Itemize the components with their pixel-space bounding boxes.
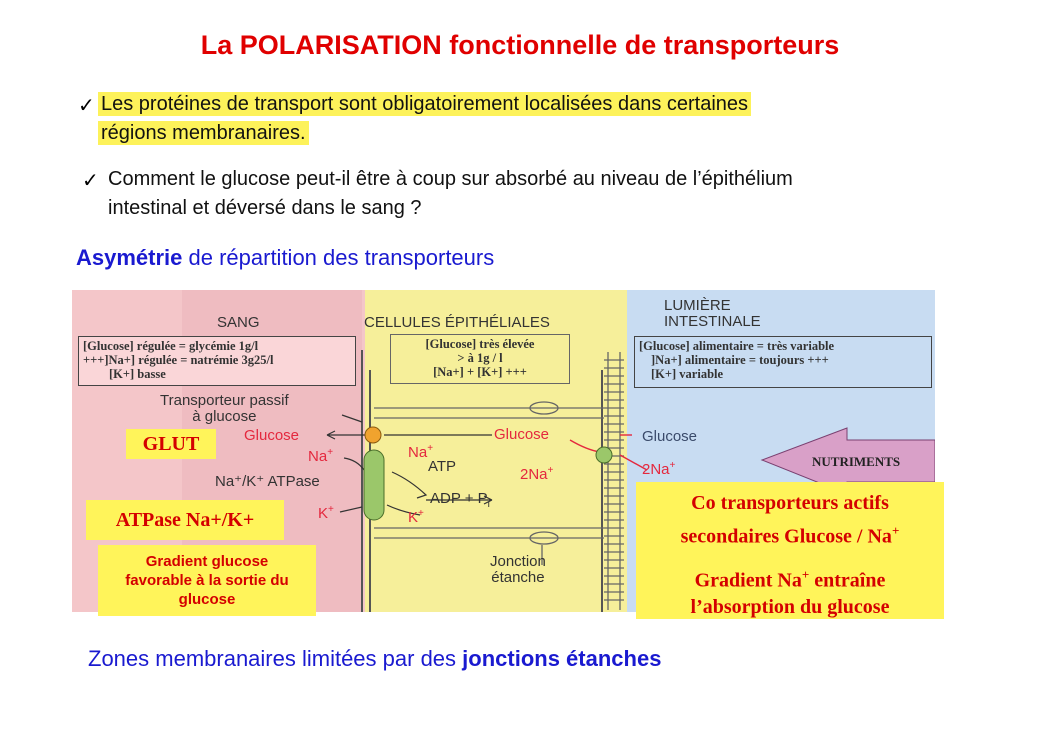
k-blood-sup: +	[328, 504, 334, 515]
glut-callout: GLUT	[126, 429, 216, 459]
blood-box-line: +++]Na+] régulée = natrémie 3g25/l	[83, 353, 274, 367]
k-cell-text: K	[408, 509, 419, 526]
passive-label-2: à glucose	[192, 408, 257, 425]
co-transport-line-2	[636, 517, 944, 551]
adp-text: ADP + P	[430, 490, 488, 507]
k-blood-text: K	[318, 505, 329, 522]
atp-label: ATP	[428, 458, 457, 475]
jonction-label-1: Jonction	[490, 553, 546, 570]
blood-concentration-box	[78, 336, 356, 386]
na-blood-label	[308, 447, 333, 465]
nutriments-label: NUTRIMENTS	[812, 454, 901, 469]
glucose-lumen-label: Glucose	[642, 428, 698, 445]
cell-box-line: > à 1g / l	[457, 351, 503, 365]
na-k-atpase-label: Na⁺/K⁺ ATPase	[215, 473, 320, 490]
subtitle-rest: de répartition des transporteurs	[182, 245, 495, 270]
footer-rest: Zones membranaires limitées par des	[88, 646, 463, 671]
gradient-na-text-a: Gradient Na	[694, 569, 802, 592]
footer-bold: jonctions étanches	[462, 646, 662, 671]
zone-cells-label: CELLULES ÉPITHÉLIALES	[364, 314, 550, 331]
two-na-cell-sup: +	[547, 465, 554, 476]
blood-box-line: [Glucose] régulée = glycémie 1g/l	[83, 339, 259, 353]
footer-text	[88, 646, 661, 672]
co-transport-line-1: Co transporteurs actifs	[691, 492, 889, 514]
passive-transporter-label	[160, 393, 289, 425]
two-na-cell-label	[520, 465, 553, 483]
cell-box-line: [Na+] + [K+] +++	[433, 365, 527, 379]
glucose-cell-label: Glucose	[494, 426, 550, 443]
k-cell-label	[408, 508, 424, 526]
glucose-blood-label: Glucose	[244, 427, 300, 444]
adp-sub: i	[487, 499, 490, 510]
jonction-label-2: étanche	[491, 569, 545, 586]
adp-label	[430, 490, 490, 510]
two-na-lumen-sup: +	[669, 460, 676, 471]
gradient-glucose-line: Gradient glucose	[145, 553, 269, 570]
two-na-lumen-text: 2Na	[642, 461, 670, 478]
lumen-box-line: ]Na+] alimentaire = toujours +++	[651, 353, 829, 367]
lumen-concentration-box	[634, 336, 932, 388]
two-na-cell-text: 2Na	[520, 466, 548, 483]
co-transport-line-2-text: secondaires Glucose / Na	[680, 525, 892, 548]
na-blood-text: Na	[308, 448, 328, 465]
cell-concentration-box	[390, 334, 570, 384]
gradient-na-text-b: entraîne	[809, 569, 886, 592]
gradient-na-line-1	[636, 561, 944, 595]
bullet-2-line-2: intestinal et déversé dans le sang ?	[108, 197, 422, 219]
na-blood-sup: +	[327, 447, 334, 458]
cell-box-line: [Glucose] très élevée	[425, 337, 535, 351]
gradient-na-sup: +	[801, 566, 810, 582]
atpase-callout: ATPase Na+/K+	[86, 500, 284, 540]
k-blood-label	[318, 504, 334, 522]
gradient-glucose-line: favorable à la sortie du	[125, 572, 289, 589]
bullet-2	[108, 165, 793, 223]
tight-junction-label	[490, 554, 546, 586]
na-cell-text: Na	[408, 444, 428, 461]
section-subtitle	[76, 245, 494, 271]
bullet-1-line-2: régions membranaires.	[98, 121, 309, 145]
slide-title: La POLARISATION fonctionnelle de transporteurs	[200, 30, 840, 60]
co-transport-callout	[636, 482, 944, 619]
passive-label-1: Transporteur passif	[160, 392, 289, 409]
check-icon: ✓	[78, 95, 95, 117]
lumen-box-line: [K+] variable	[651, 367, 724, 381]
bullet-2-line-1: Comment le glucose peut-il être à coup sur absorbé au niveau de l’épithélium	[108, 168, 793, 190]
check-icon: ✓	[82, 170, 99, 192]
bullet-1	[98, 90, 751, 148]
subtitle-bold: Asymétrie	[76, 245, 183, 270]
gradient-glucose-callout	[98, 545, 316, 616]
co-transport-sup: +	[891, 523, 900, 538]
blood-box-line: [K+] basse	[109, 367, 166, 381]
bullet-1-line-1: Les protéines de transport sont obligatoirement localisées dans certaines	[98, 92, 751, 116]
gradient-glucose-line: glucose	[178, 591, 236, 608]
gradient-na-line-2: l’absorption du glucose	[690, 596, 890, 619]
zone-lumen-label	[664, 298, 761, 330]
zone-lumen-label-2: INTESTINALE	[664, 313, 761, 330]
zone-lumen-label-1: LUMIÈRE	[664, 297, 731, 314]
na-cell-sup: +	[427, 443, 434, 454]
two-na-lumen-label	[642, 460, 675, 478]
lumen-box-line: [Glucose] alimentaire = très variable	[639, 339, 835, 353]
zone-blood-label: SANG	[217, 314, 260, 331]
k-cell-sup: +	[418, 508, 424, 519]
